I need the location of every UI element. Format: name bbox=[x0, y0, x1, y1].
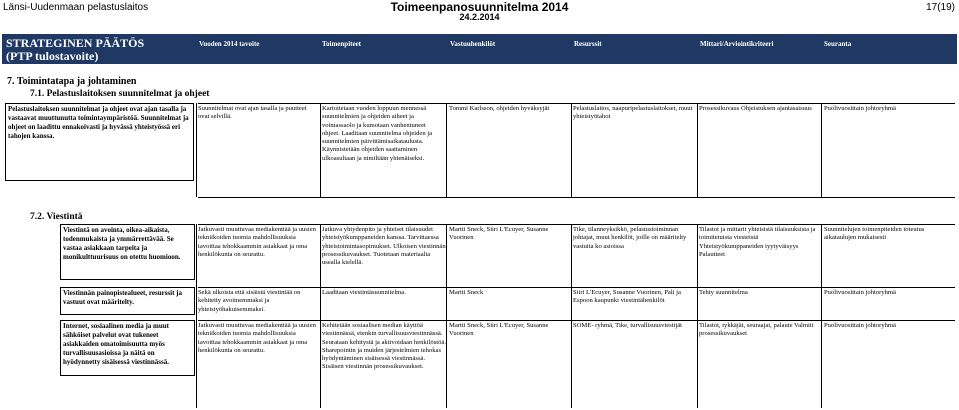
subsection-title-communication: 7.2. Viestintä bbox=[30, 212, 83, 222]
organization-name: Länsi-Uudenmaan pelastuslaitos bbox=[3, 2, 149, 13]
metric-priorities: Tehty suunnitelma bbox=[699, 289, 748, 296]
responsible-digital-services: Martti Sneck, Siiri L'Ecuyer, Susanne Vuorinen bbox=[449, 322, 549, 338]
followup-communication: Suunnitelujen toimenpiteiden toteutus aikataulujen mukaisesti bbox=[824, 226, 925, 242]
goal-priorities: Sekä ulkoista että sisäistä viestintää on kehitetty avoimemmaksi ja yhteistyöhakuisemmaksi. bbox=[198, 289, 301, 313]
column-line bbox=[821, 103, 822, 197]
column-metric: Mittari/Arviointikriteeri bbox=[700, 40, 774, 48]
followup-priorities: Puolivuosittain johtoryhmä bbox=[824, 289, 896, 296]
document-title: Toimeenpanosuunnitelma 2014 bbox=[390, 0, 569, 14]
row-divider bbox=[198, 224, 955, 225]
metric-plans: Prosessikuvaus Ohjeistuksen ajantasaisuus bbox=[699, 105, 812, 112]
column-line bbox=[446, 224, 447, 408]
responsible-priorities: Martti Sneck bbox=[449, 289, 484, 296]
table-header-band bbox=[2, 34, 957, 64]
column-line bbox=[571, 224, 572, 408]
column-resources: Resurssit bbox=[574, 40, 602, 48]
column-line bbox=[571, 103, 572, 197]
resources-digital-services: SOME- ryhmä, Tike, turvallisuusviestijät bbox=[573, 322, 682, 329]
responsible-plans: Tommi Karlsson, ohjeiden hyväksyjät bbox=[449, 105, 550, 112]
column-responsible: Vastuuhenkilöt bbox=[450, 40, 496, 48]
page-header bbox=[0, 0, 959, 22]
decision-plans: Pelastuslaitoksen suunnitelmat ja ohjeet ovat ajan tasalla ja vastaavat muuttunutta toimintaympäristöä. Suunnitelmat ja ohjeet on laadittu ennakoivasti ja hyvässä yhteistyössä eri tahojen kanssa. bbox=[5, 103, 194, 181]
goal-digital-services: Jatkuvasti muuttuvaa mediakenttää ja uusien tekniikoiden tuomia mahdollisuuksia tavoittaa tehokkaammin asiakkaat ja oma henkilökunta on seurattu. bbox=[198, 322, 316, 354]
subsection-title-plans: 7.1. Pelastuslaitoksen suunnitelmat ja ohjeet bbox=[30, 89, 210, 99]
row-divider bbox=[198, 320, 955, 321]
decision-communication: Viestintä on avointa, oikea-aikaista, todenmukaista ja ymmärrettävää. Se vastaa asiakkaan tarpeita ja monikulttuurisuus on otettu huomioon. bbox=[60, 224, 195, 280]
row-divider bbox=[198, 197, 955, 198]
column-line bbox=[320, 224, 321, 408]
column-line bbox=[196, 103, 197, 197]
heading-line-1: STRATEGINEN PÄÄTÖS bbox=[6, 36, 145, 50]
column-line bbox=[196, 224, 197, 408]
actions-communication: Jatkuva yhtydenpito ja yhteiset tilaisuudet yhteistyökumppaneiden kanssa. Tarvittaessa yhteistoimintasopimukset. Ulkoisen viestinnän prosessikuvaukset. Tuotetaan materiaalia usealla kielellä. bbox=[322, 226, 446, 267]
strategic-decision-heading bbox=[6, 37, 191, 63]
column-followup: Seuranta bbox=[824, 40, 852, 48]
page-number: 17(19) bbox=[926, 2, 955, 13]
decision-priorities: Viestinnän painopistealueet, resurssit ja vastuut ovat määritelty. bbox=[60, 287, 195, 315]
responsible-communication: Martti Sneck, Siiri L'Ecuyer, Susanne Vuorinen bbox=[449, 226, 549, 242]
row-divider bbox=[198, 103, 955, 104]
actions-priorities: Laaditaan viestintäsuunnitelma. bbox=[322, 289, 406, 296]
goal-plans: Suunnitelmat ovat ajan tasalla ja puutteet ovat selvillä. bbox=[198, 105, 307, 121]
column-line bbox=[697, 103, 698, 197]
followup-plans: Puolivuosittain johtoryhmä bbox=[824, 105, 896, 112]
column-goal: Vuoden 2014 tavoite bbox=[199, 40, 260, 48]
document-date: 24.2.2014 bbox=[459, 12, 500, 22]
section-title: 7. Toimintatapa ja johtaminen bbox=[7, 76, 137, 87]
actions-plans: Kartoitetaan vuoden loppuun mennessä suunnitelmien ja ohjeiden aiheet ja voimassaolo ja kumotaan vanhentuneet ohjeet. Laaditaan suunnitelma ohjeiden ja suunnitelmien päivittämisaikataulusta. Käynnistetään ohjeiden saattaminen ulkoasultaan ja nimiltään yhtenäiseksi. bbox=[322, 105, 433, 162]
metric-communication: Tilastot ja mittarit yhteisistä tilaisuuksista ja toimitetuista viesteistä Yhteistyökumppaneiden tyytyväisyys Palautteet bbox=[699, 226, 816, 258]
resources-priorities: Siiri L'Ecuyer, Susanne Vuorinen, Pali ja Espoon kaupunki viestintähenkilöt bbox=[573, 289, 681, 305]
row-divider bbox=[198, 287, 955, 288]
heading-line-2: (PTP tulostavoite) bbox=[6, 49, 99, 63]
actions-digital-services: Kehitetään sosiaalisen median käyttöä viestinnässä, etenkin turvallisuusviestinnässä. Seurataan kehitystä ja aktivoidaan henkilöstöä. Sharepointin ja muiden järjestelmien tehokas hyödyntäminen sisäisessä viestinnässä. Sisäisen viestinnän prosessikuvaukset. bbox=[322, 322, 446, 371]
column-line bbox=[320, 103, 321, 197]
resources-communication: Tike, tilanneyksikkö, pelastustoiminnan johtajat, muut henkilöt, joille on määritelty vastuita ko asioissa bbox=[573, 226, 687, 250]
followup-digital-services: Puolivuosittain johtoryhmä bbox=[824, 322, 896, 329]
column-actions: Toimenpiteet bbox=[322, 40, 362, 48]
metric-digital-services: Tilastot, tykkäjät, seuraajat, palaute Valmiit prosessikuvaukset bbox=[699, 322, 814, 338]
column-line bbox=[697, 224, 698, 408]
resources-plans: Pelastuslaitos, naapuripelastuslaitokset, muut yhteistyötahot bbox=[573, 105, 693, 121]
column-line bbox=[446, 103, 447, 197]
column-line bbox=[821, 224, 822, 408]
decision-digital-services: Internet, sosiaalinen media ja muut sähköiset palvelut ovat tukeneet asiakkaiden omatoimisuutta myös turvallisuusasioissa ja näitä on hyödynnetty sisäisessä viestinnässä. bbox=[60, 320, 195, 376]
goal-communication: Jatkuvasti muuttuvaa mediakenttää ja uusien tekniikoiden tuomia mahdollisuuksia tavoittaa tehokkaammin asiakkaat ja oma henkilökunta on seurattu. bbox=[198, 226, 316, 258]
